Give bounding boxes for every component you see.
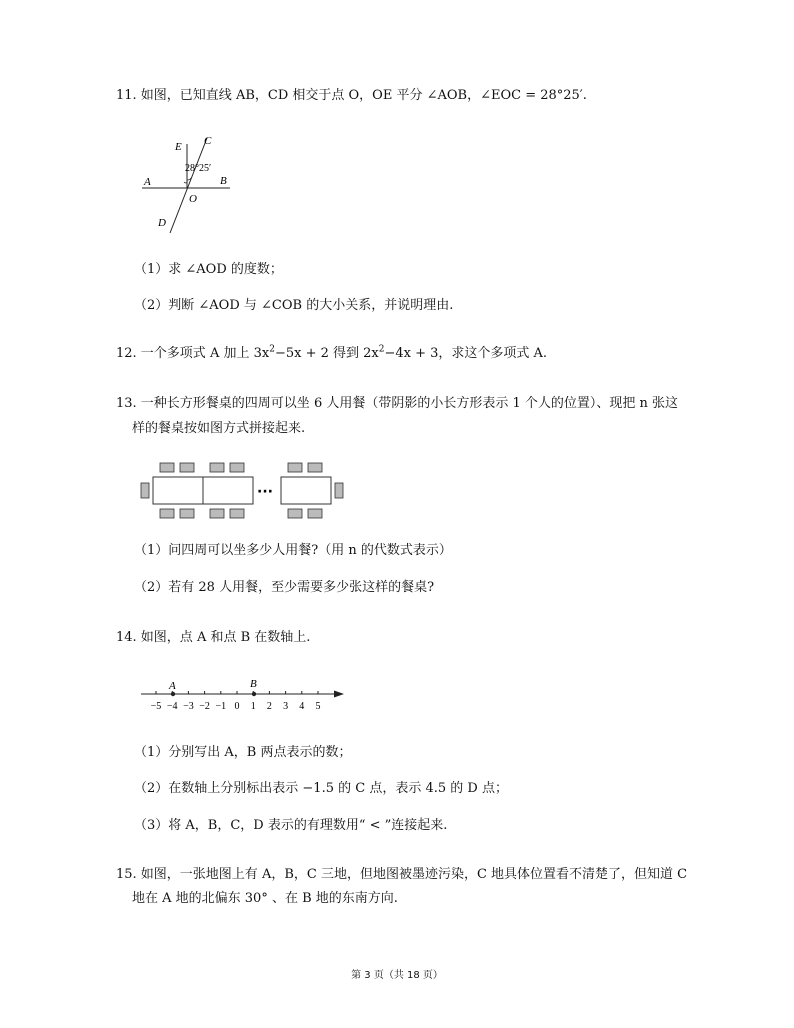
tick-label: 4 xyxy=(299,701,305,712)
page-footer: 第 3 页（共 18 页） xyxy=(351,970,443,981)
point-b xyxy=(252,692,256,696)
q14-stem: 14. 如图，点 A 和点 B 在数轴上. xyxy=(116,630,311,645)
tick-label: −3 xyxy=(183,701,194,712)
q13-part2: （2）若有 28 人用餐，至少需要多少张这样的餐桌? xyxy=(134,580,435,595)
label-point-a: A xyxy=(169,680,176,692)
q13-part1: （1）问四周可以坐多少人用餐?（用 n 的代数式表示） xyxy=(134,543,452,558)
q13-line2: 样的餐桌按如图方式拼接起来. xyxy=(132,421,306,436)
tick-label: 2 xyxy=(266,701,272,712)
label-o: O xyxy=(189,193,197,205)
q15-line1: 15. 如图，一张地图上有 A，B，C 三地，但地图被墨迹污染，C 地具体位置看不清楚了，但知道 C xyxy=(116,867,688,882)
label-e: E xyxy=(175,141,182,153)
ellipsis: ··· xyxy=(257,484,273,500)
label-c: C xyxy=(204,135,212,147)
q11-figure xyxy=(130,130,250,240)
tick-label: −4 xyxy=(166,701,178,712)
q14-part2: （2）在数轴上分别标出表示 −1.5 的 C 点，表示 4.5 的 D 点； xyxy=(134,781,508,796)
q14-number-line xyxy=(136,674,351,716)
label-a: A xyxy=(144,176,151,188)
tick-label: −5 xyxy=(150,701,162,712)
label-angle: 28°25′ xyxy=(185,163,212,174)
point-a xyxy=(171,692,175,696)
label-b: B xyxy=(220,175,227,187)
tick-label: −1 xyxy=(215,701,227,712)
tick-label: −2 xyxy=(199,701,210,712)
q15-line2: 地在 A 地的北偏东 30° 、在 B 地的东南方向. xyxy=(132,891,398,906)
label-point-b: B xyxy=(250,678,257,690)
q11-part2: （2）判断 ∠AOD 与 ∠COB 的大小关系，并说明理由. xyxy=(134,298,454,313)
q12-stem: 12. 一个多项式 A 加上 $3x^2-5x + 2$ 得到 $2x^2-4x + 3$，求这个多项式 A. xyxy=(116,344,548,361)
label-d: D xyxy=(158,217,166,229)
tick-label: 5 xyxy=(315,701,321,712)
q14-part3: （3）将 A，B，C，D 表示的有理数用“ < ”连接起来. xyxy=(134,818,448,833)
q11-stem: 11. 如图，已知直线 AB，CD 相交于点 O，OE 平分 ∠AOB，∠EOC = 28°25′. xyxy=(116,88,587,103)
q13-line1: 13. 一种长方形餐桌的四周可以坐 6 人用餐（带阴影的小长方形表示 1 个人的位置）、现把 n 张这 xyxy=(116,396,679,411)
tick-label: 3 xyxy=(283,701,289,712)
q13-figure xyxy=(136,458,356,520)
q11-part1: （1）求 ∠AOD 的度数； xyxy=(134,262,283,277)
tick-label: 0 xyxy=(234,701,240,712)
q14-part1: （1）分别写出 A，B 两点表示的数； xyxy=(134,745,352,760)
tick-label: 1 xyxy=(250,701,256,712)
